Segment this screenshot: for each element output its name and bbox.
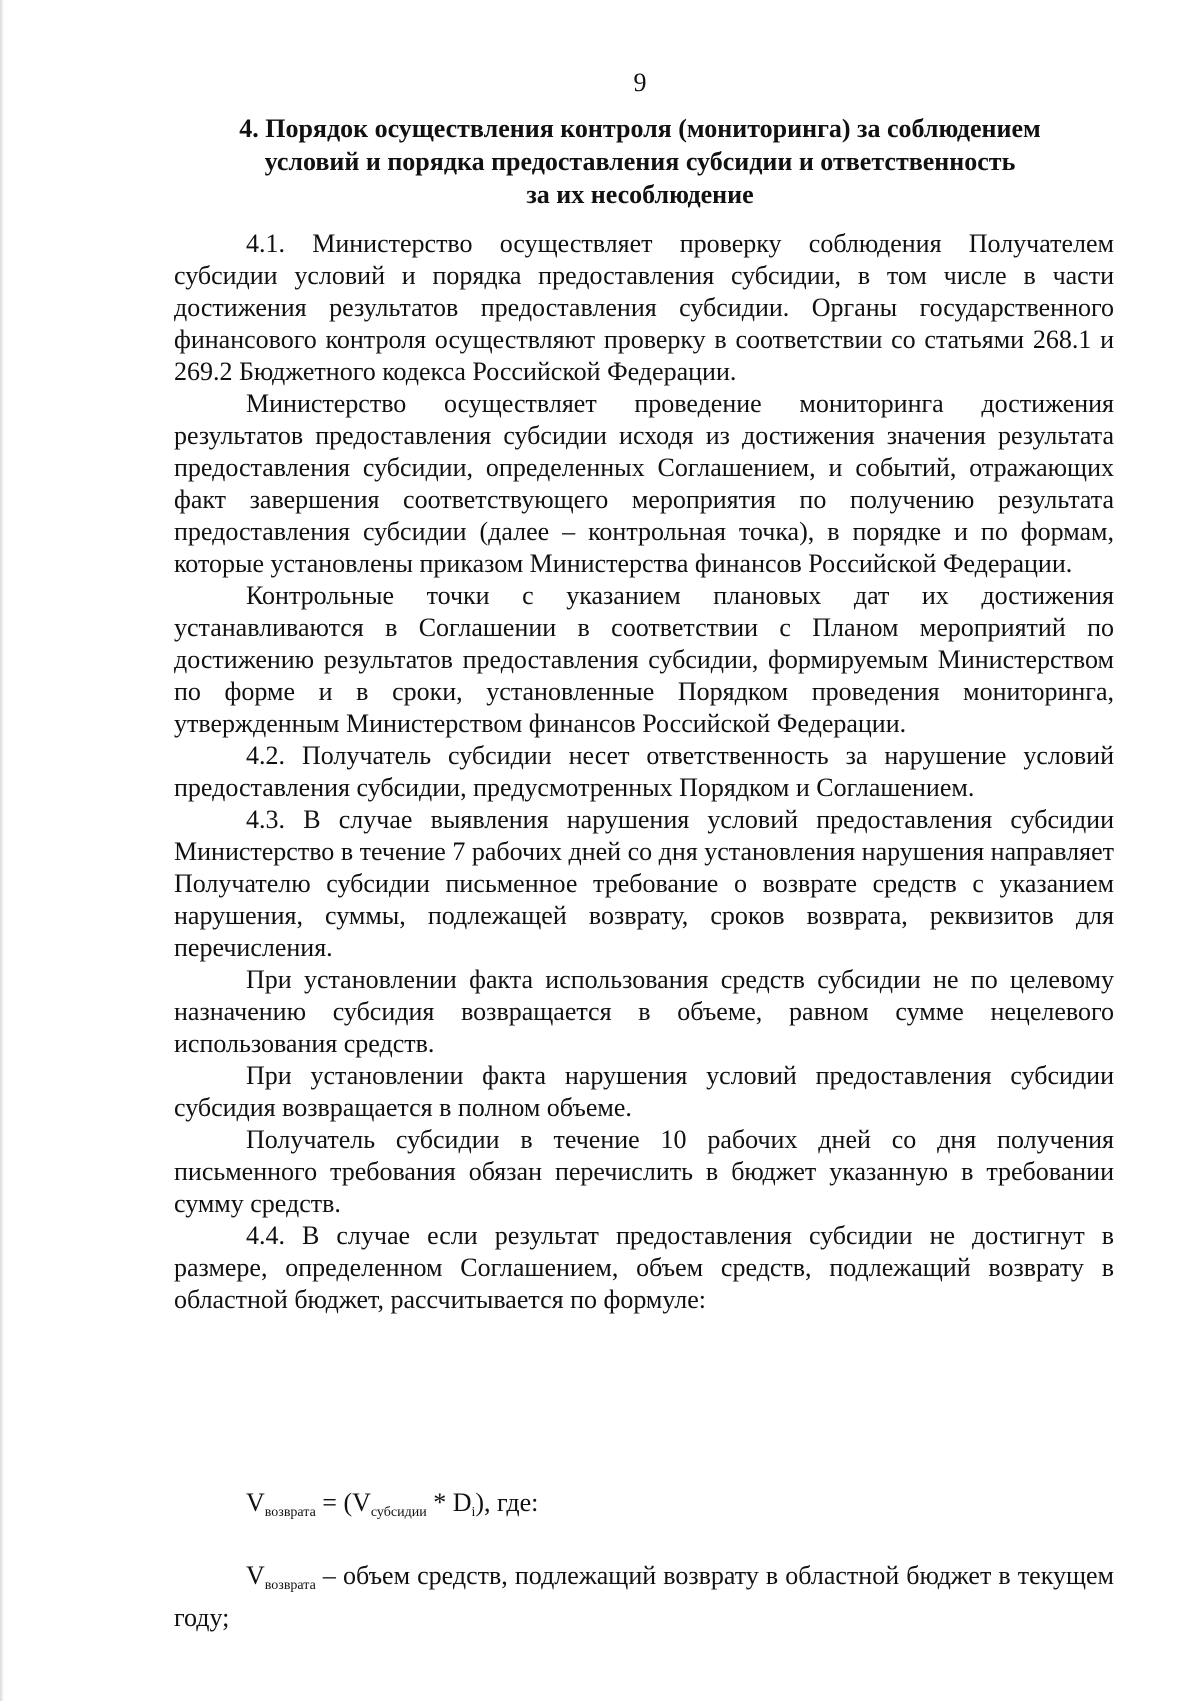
formula-definition xyxy=(174,1560,1114,1634)
paragraph-return-deadline: Получатель субсидии в течение 10 рабочих дней со дня получения письменного требования обязан перечислить в бюджет указанную в требовании сумму средств. xyxy=(174,1125,1114,1218)
formula-equals: = (V xyxy=(315,1488,371,1517)
paragraph-control-points: Контрольные точки с указанием плановых дат их достижения устанавливаются в Соглашении в соответствии с Планом мероприятий по достижению результатов предоставления субсидии, формируемым Министерством по форме и в сроки, установленные Порядком проведения мониторинга, утвержденным Министерством финансов Российской Федерации. xyxy=(174,581,1114,738)
section-title-line-3: за их несоблюдение xyxy=(526,180,754,209)
definition-v: V xyxy=(246,1561,265,1590)
paragraph-4-1: 4.1. Министерство осуществляет проверку соблюдения Получателем субсидии условий и порядка предоставления субсидии, в том числе в части достижения результатов предоставления субсидии. Органы государственного финансового контроля осуществляют проверку в соответствии со статьями 268.1 и 269.2 Бюджетного кодекса Российской Федерации. xyxy=(174,229,1114,386)
formula-v-return: V xyxy=(246,1488,265,1517)
paragraph-4-3: 4.3. В случае выявления нарушения условий предоставления субсидии Министерство в течение 7 рабочих дней со дня установления нарушения направляет Получателю субсидии письменное требование о возврате средств с указанием нарушения, суммы, подлежащей возврату, сроков возврата, реквизитов для перечисления. xyxy=(174,805,1114,962)
scan-edge xyxy=(0,0,4,1701)
return-formula xyxy=(246,1488,538,1521)
section-title-line-2: условий и порядка предоставления субсидии и ответственность xyxy=(264,147,1016,176)
paragraph-4-4: 4.4. В случае если результат предоставления субсидии не достигнут в размере, определенном Соглашением, объем средств, подлежащий возврату в областной бюджет, рассчитывается по формуле: xyxy=(174,1221,1114,1314)
paragraph-4-2: 4.2. Получатель субсидии несет ответственность за нарушение условий предоставления субсидии, предусмотренных Порядком и Соглашением. xyxy=(174,741,1114,802)
page-number: 9 xyxy=(633,68,647,97)
formula-times-d: * D xyxy=(426,1488,472,1517)
formula-sub-subsidy: субсидии xyxy=(370,1505,427,1520)
section-title xyxy=(170,112,1110,211)
formula-sub-return: возврата xyxy=(264,1505,316,1520)
section-title-line-1: 4. Порядок осуществления контроля (мониторинга) за соблюдением xyxy=(239,114,1041,143)
body-text xyxy=(174,228,1114,1316)
definition-sub: возврата xyxy=(264,1578,316,1593)
formula-tail: ), где: xyxy=(475,1488,539,1517)
paragraph-monitoring: Министерство осуществляет проведение мониторинга достижения результатов предоставления субсидии исходя из достижения значения результата предоставления субсидии, определенных Соглашением, и событий, отражающих факт завершения соответствующего мероприятия по получению результата предоставления субсидии (далее – контрольная точка), в порядке и по формам, которые установлены приказом Министерства финансов Российской Федерации. xyxy=(174,389,1114,578)
definition-text: – объем средств, подлежащий возврату в областной бюджет в текущем году; xyxy=(174,1561,1114,1632)
paragraph-violation: При установлении факта нарушения условий предоставления субсидии субсидия возвращается в полном объеме. xyxy=(174,1061,1114,1122)
formula-sub-i: i xyxy=(471,1505,476,1520)
paragraph-misuse: При установлении факта использования средств субсидии не по целевому назначению субсидия возвращается в объеме, равном сумме нецелевого использования средств. xyxy=(174,965,1114,1058)
